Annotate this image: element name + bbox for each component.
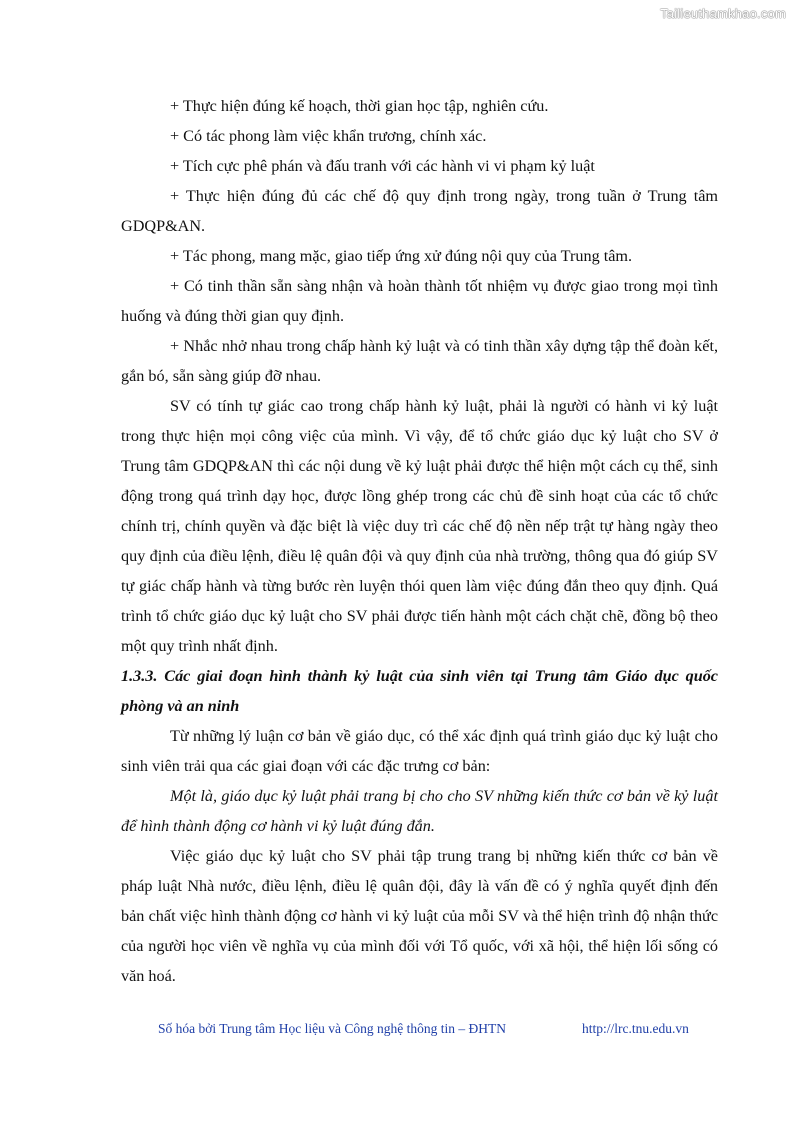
- bullet-paragraph: + Thực hiện đúng đủ các chế độ quy định trong ngày, trong tuần ở Trung tâm GDQP&AN.: [121, 187, 718, 235]
- body-paragraph: Từ những lý luận cơ bản về giáo dục, có thể xác định quá trình giáo dục kỷ luật cho sinh viên trải qua các giai đoạn với các đặc trưng cơ bản:: [121, 727, 718, 775]
- body-paragraph: SV có tính tự giác cao trong chấp hành kỷ luật, phải là người có hành vi kỷ luật trong thực hiện mọi công việc của mình. Vì vậy, để tổ chức giáo dục kỷ luật cho SV ở Trung tâm GDQP&AN thì các nội dung về kỷ luật phải được thể hiện một cách cụ thể, sinh động trong quá trình dạy học, được lồng ghép trong các chủ đề sinh hoạt của các tổ chức chính trị, chính quyền và đặc biệt là việc duy trì các chế độ nền nếp trật tự hàng ngày theo quy định của điều lệnh, điều lệ quân đội và quy định của nhà trường, thông qua đó giúp SV tự giác chấp hành và từng bước rèn luyện thói quen làm việc đúng đắn theo quy định. Quá trình tổ chức giáo dục kỷ luật cho SV phải được tiến hành một cách chặt chẽ, đồng bộ theo một quy trình nhất định.: [121, 397, 718, 655]
- bullet-paragraph: + Thực hiện đúng kế hoạch, thời gian học tập, nghiên cứu.: [170, 97, 549, 115]
- section-heading: 1.3.3. Các giai đoạn hình thành kỷ luật của sinh viên tại Trung tâm Giáo dục quốc phòng và an ninh: [121, 667, 718, 715]
- body-paragraph: Việc giáo dục kỷ luật cho SV phải tập trung trang bị những kiến thức cơ bản về pháp luật Nhà nước, điều lệnh, điều lệ quân đội, đây là vấn đề có ý nghĩa quyết định đến bản chất việc hình thành động cơ hành vi kỷ luật của mỗi SV và thể hiện trình độ nhận thức của người học viên về nghĩa vụ của mình đối với Tổ quốc, với xã hội, thể hiện lối sống có văn hoá.: [121, 847, 718, 985]
- bullet-paragraph: + Tác phong, mang mặc, giao tiếp ứng xử đúng nội quy của Trung tâm.: [170, 247, 633, 265]
- bullet-paragraph: + Nhắc nhở nhau trong chấp hành kỷ luật và có tinh thần xây dựng tập thể đoàn kết, gắn bó, sẵn sàng giúp đỡ nhau.: [121, 337, 718, 385]
- document-body: [121, 91, 718, 991]
- footer-url[interactable]: http://lrc.tnu.edu.vn: [582, 1021, 689, 1036]
- bullet-paragraph: + Có tinh thần sẵn sàng nhận và hoàn thành tốt nhiệm vụ được giao trong mọi tình huống và đúng thời gian quy định.: [121, 277, 718, 325]
- bullet-paragraph: + Tích cực phê phán và đấu tranh với các hành vi vi phạm kỷ luật: [170, 157, 595, 175]
- footer-credit: Số hóa bởi Trung tâm Học liệu và Công nghệ thông tin – ĐHTN: [158, 1021, 507, 1036]
- bullet-paragraph: + Có tác phong làm việc khẩn trương, chính xác.: [170, 127, 487, 145]
- italic-paragraph: Một là, giáo dục kỷ luật phải trang bị cho cho SV những kiến thức cơ bản về kỷ luật để hình thành động cơ hành vi kỷ luật đúng đắn.: [121, 787, 718, 835]
- watermark: Tailieuthamkhao.com: [660, 6, 786, 21]
